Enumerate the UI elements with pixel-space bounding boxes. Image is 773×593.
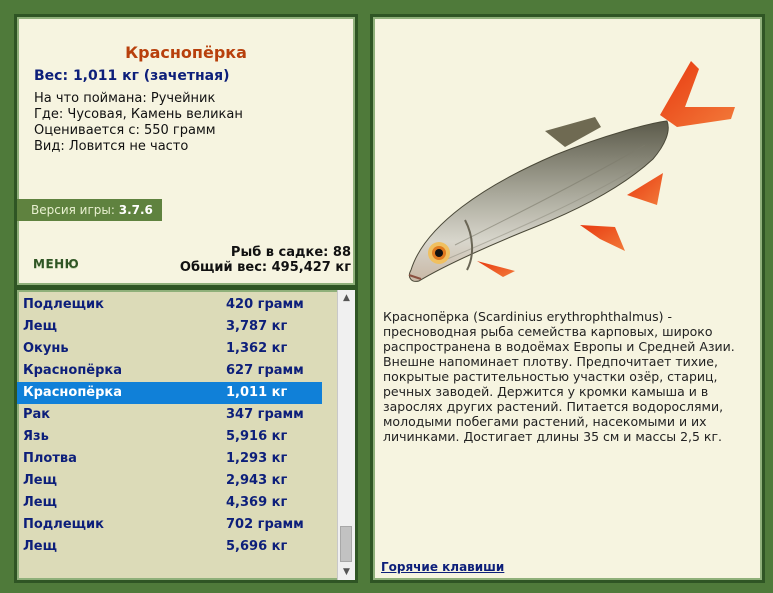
fish-count-stat: Рыб в садке: 88: [230, 245, 351, 260]
catch-item-name: Язь: [23, 429, 49, 444]
catch-list-item[interactable]: [17, 338, 322, 360]
catch-list-panel: [14, 287, 358, 583]
fish-weight: Вес: 1,011 кг (зачетная): [34, 68, 230, 84]
catch-item-weight: 627 грамм: [226, 363, 304, 378]
menu-button[interactable]: МЕНЮ: [33, 257, 80, 271]
catch-item-name: Лещ: [23, 539, 57, 554]
catch-list-item[interactable]: [17, 294, 322, 316]
fish-kind: Вид: Ловится не часто: [34, 139, 189, 154]
version-bar: [17, 199, 162, 221]
catch-item-name: Лещ: [23, 473, 57, 488]
scroll-down-arrow-icon[interactable]: ▼: [343, 567, 350, 577]
catch-item-weight: 1,293 кг: [226, 451, 288, 466]
catch-list-item[interactable]: [17, 536, 322, 558]
catch-list-item[interactable]: [17, 404, 322, 426]
version-label: Версия игры:: [31, 203, 115, 217]
catch-item-name: Рак: [23, 407, 51, 422]
catch-item-weight: 3,787 кг: [226, 319, 288, 334]
hotkeys-link[interactable]: Горячие клавиши: [381, 560, 505, 574]
fish-bait: На что поймана: Ручейник: [34, 91, 216, 106]
catch-item-name: Подлещик: [23, 297, 104, 312]
total-weight-stat: Общий вес: 495,427 кг: [179, 260, 351, 275]
catch-item-weight: 347 грамм: [226, 407, 304, 422]
catch-list-item[interactable]: [17, 470, 322, 492]
catch-item-name: Окунь: [23, 341, 69, 356]
catch-item-name: Подлещик: [23, 517, 104, 532]
scroll-up-arrow-icon[interactable]: ▲: [343, 293, 350, 303]
catch-item-weight: 1,011 кг: [226, 385, 288, 400]
catch-item-name: Краснопёрка: [23, 363, 123, 378]
fish-detail-panel: [370, 14, 765, 583]
catch-item-name: Плотва: [23, 451, 77, 466]
catch-list-item[interactable]: [17, 316, 322, 338]
catch-list-item[interactable]: [17, 382, 322, 404]
catch-list-item[interactable]: [17, 514, 322, 536]
catch-list-scrollbar[interactable]: [337, 290, 355, 580]
catch-item-weight: 2,943 кг: [226, 473, 288, 488]
catch-item-weight: 420 грамм: [226, 297, 304, 312]
scrollbar-thumb[interactable]: [340, 526, 352, 562]
fish-description: Краснопёрка (Scardinius erythrophthalmus) - пресноводная рыба семейства карповых, широко распространена в водоёмах Европы и Средней Азии. Внешне напоминает плотву. Предпочитает тихие, покрытые растительностью участки озёр, стариц, речных заводей. Держится у кромки камыша и в зарослях других растений. Питается водорослями, молодыми побегами растений, насекомыми и их личинками. Достигает длины 35 см и массы 2,5 кг.: [383, 309, 735, 444]
catch-item-name: Лещ: [23, 319, 57, 334]
catch-item-weight: 702 грамм: [226, 517, 304, 532]
fish-info-panel: [14, 14, 358, 288]
catch-list-item[interactable]: [17, 448, 322, 470]
fish-name: Краснопёрка: [125, 43, 247, 62]
fish-image: [395, 55, 739, 295]
catch-item-weight: 5,916 кг: [226, 429, 288, 444]
catch-list[interactable]: [17, 294, 322, 558]
catch-item-name: Лещ: [23, 495, 57, 510]
catch-list-item[interactable]: [17, 360, 322, 382]
catch-item-weight: 5,696 кг: [226, 539, 288, 554]
fish-place: Где: Чусовая, Камень великан: [34, 107, 243, 122]
catch-list-item[interactable]: [17, 492, 322, 514]
catch-item-weight: 4,369 кг: [226, 495, 288, 510]
catch-item-name: Краснопёрка: [23, 385, 123, 400]
fish-valued: Оценивается с: 550 грамм: [34, 123, 216, 138]
version-value: 3.7.6: [118, 203, 153, 217]
catch-list-item[interactable]: [17, 426, 322, 448]
catch-item-weight: 1,362 кг: [226, 341, 288, 356]
